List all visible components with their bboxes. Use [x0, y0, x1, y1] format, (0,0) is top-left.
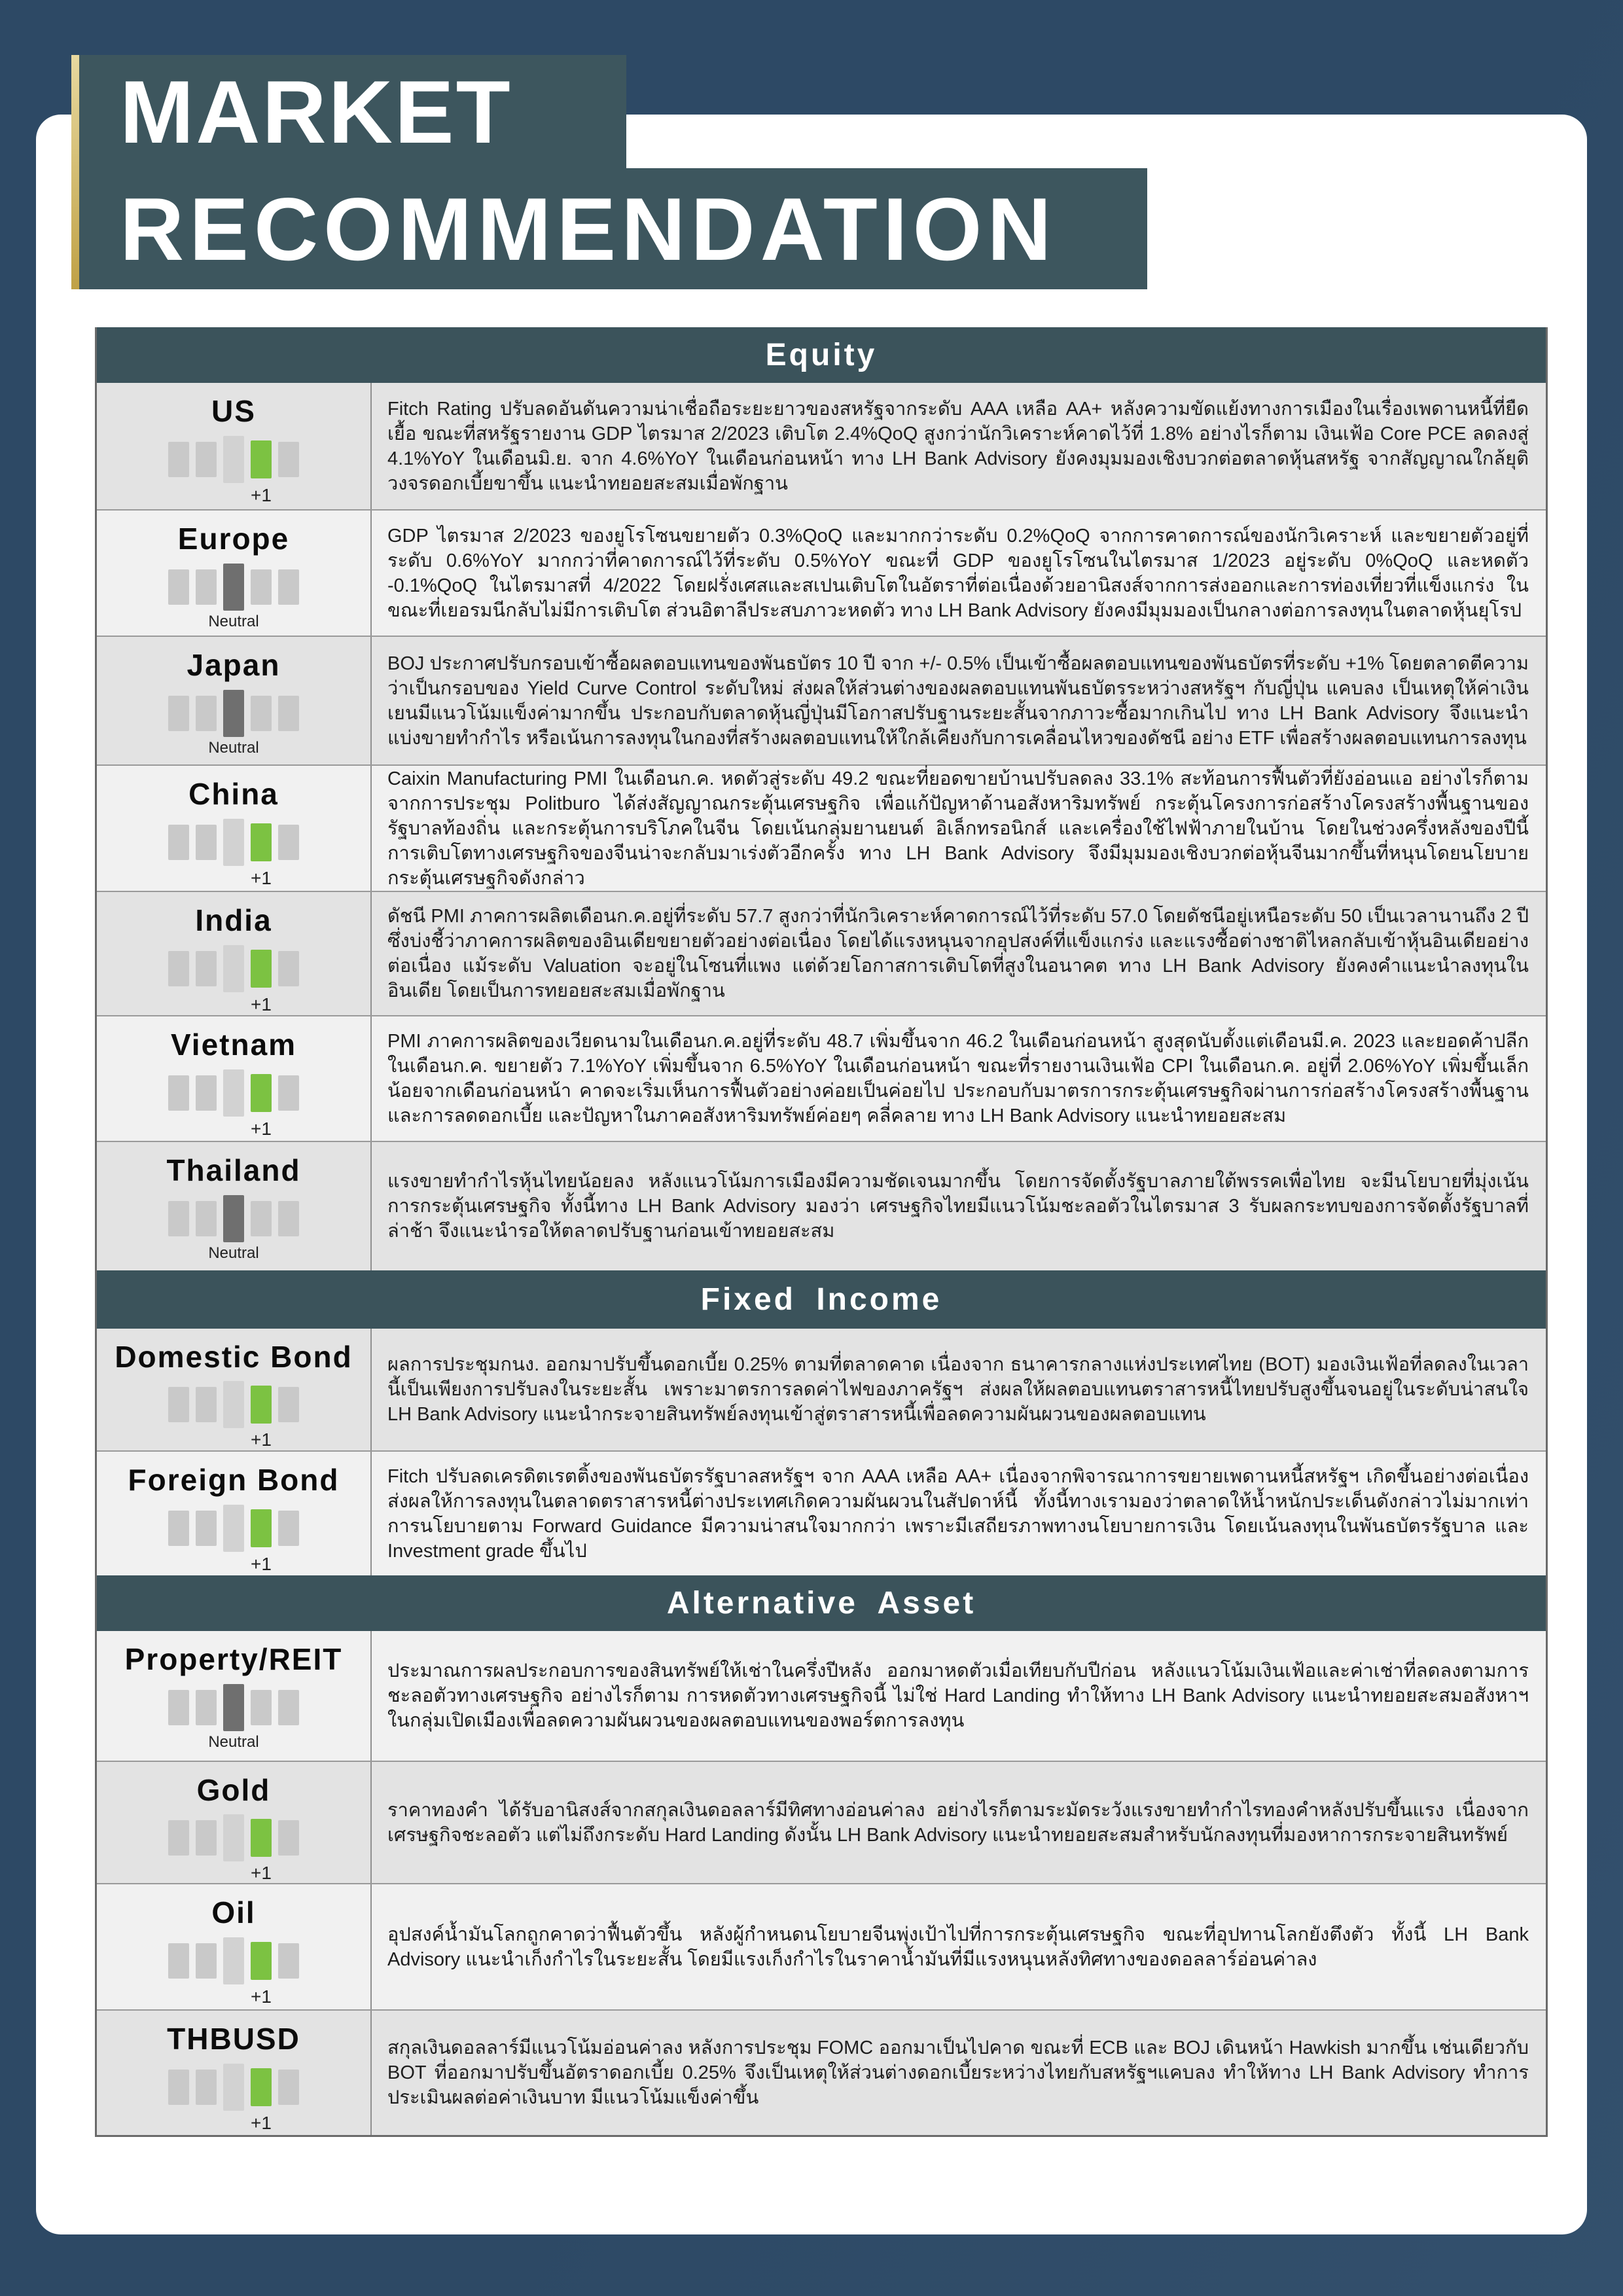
asset-row-europe [97, 509, 1546, 636]
asset-description: แรงขายทำกำไรหุ้นไทยน้อยลง หลังแนวโน้มการเมืองมีความชัดเจนมากขึ้น โดยการจัดตั้งรัฐบาลภายใต้พรรคเพื่อไทย จะมีนโยบายที่มุ่งเน้นการกระตุ้นเศรษฐกิจ ทั้งนี้ทาง LH Bank Advisory มองว่า เศรษฐกิจไทยมีแนวโน้มชะลอตัวในไตรมาส 3 รับผลกระทบของการจัดตั้งรัฐบาลที่ล่าช้า จึงแนะนำรอให้ตลาดปรับฐานก่อนเข้าทยอยสะสม [387, 1171, 1529, 1242]
rating-bar [196, 1511, 217, 1546]
rating-caption: Neutral [208, 1244, 259, 1262]
rating-caption: Neutral [208, 613, 259, 630]
asset-row-thbusd [97, 2009, 1546, 2135]
asset-description-cell [372, 1016, 1546, 1141]
recommendation-table [95, 327, 1548, 2137]
asset-name: Gold [196, 1773, 271, 1807]
asset-cell [97, 892, 372, 1015]
rating-bar [168, 825, 189, 860]
rating-bar [168, 2070, 189, 2105]
rating-bar [278, 696, 299, 731]
asset-cell [97, 1631, 372, 1761]
asset-description: ราคาทองคำ ได้รับอานิสงส์จากสกุลเงินดอลลาร์มีทิศทางอ่อนค่าลง อย่างไรก็ตามระมัดระวังแรงขายทำกำไรทองคำหลังปรับขึ้นแรง เนื่องจากเศรษฐกิจชะลอตัว แต่ไม่ถึงกระดับ Hard Landing ดังนั้น LH Bank Advisory แนะนำทยอยสะสมสำหรับนักลงทุนที่มองหาการกระจายสินทรัพย์ [387, 1799, 1529, 1846]
asset-description: ผลการประชุมกนง. ออกมาปรับขึ้นดอกเบี้ย 0.25% ตามที่ตลาดคาด เนื่องจาก ธนาคารกลางแห่งประเทศไทย (BOT) มองเงินเฟ้อที่ลดลงในเวลานี้เป็นเพียงการปรับลงในระยะสั้น เพราะมาตรการลดค่าไฟของภาครัฐฯ ส่งผลให้ผลตอบแทนตราสารหนี้ไทยปรับสูงขึ้นจนอยู่ในระดับน่าสนใจ LH Bank Advisory แนะนำกระจายสินทรัพย์ลงทุนเข้าสู่ตราสารหนี้เพื่อลดความผันผวนของผลตอบแทน [387, 1354, 1529, 1425]
rating-bar-center [223, 1814, 244, 1861]
section-header-alternative-asset [97, 1575, 1546, 1631]
asset-description: Fitch ปรับลดเครดิตเรตติ้งของพันธบัตรรัฐบาลสหรัฐฯ จาก AAA เหลือ AA+ เนื่องจากพิจารณาการขยายเพดานหนี้สหรัฐฯ เกิดขึ้นอย่างต่อเนื่อง ส่งผลให้การลงทุนในตลาดตราสารหนี้ต่างประเทศเกิดความผันผวนในสัปดาห์นี้ ทั้งนี้ทางเรามองว่าตลาดให้น้ำหนักประเด็นดังกล่าวไม่มากเท่าการนโยบายตาม Forward Guidance มีความน่าสนใจมากกว่า เพราะมีเสถียรภาพทางนโยบายการเงิน โดยเน้นลงทุนในพันธบัตรรัฐบาล และ Investment grade ขึ้นไป [387, 1465, 1529, 1562]
asset-name: Domestic Bond [115, 1340, 353, 1374]
rating-bar [196, 1201, 217, 1236]
rating-indicator [168, 1381, 299, 1428]
asset-name: Property/REIT [124, 1642, 343, 1676]
rating-indicator [168, 1069, 299, 1117]
rating-bar [278, 1201, 299, 1236]
rating-bar [168, 1943, 189, 1979]
asset-cell [97, 1884, 372, 2009]
rating-indicator [168, 1937, 299, 1985]
rating-caption: +1 [251, 994, 272, 1014]
rating-bar [168, 951, 189, 986]
asset-description-cell [372, 1452, 1546, 1575]
asset-cell [97, 1762, 372, 1883]
rating-bar [168, 1387, 189, 1422]
asset-cell [97, 511, 372, 636]
rating-caption: +1 [251, 1986, 272, 2007]
rating-bar [196, 569, 217, 605]
rating-indicator [168, 1814, 299, 1861]
asset-row-thailand [97, 1141, 1546, 1270]
rating-bar-center [223, 1684, 244, 1731]
rating-bar [278, 1820, 299, 1856]
asset-description: อุปสงค์น้ำมันโลกถูกคาดว่าฟื้นตัวขึ้น หลังผู้กำหนดนโยบายจีนพุ่งเป้าไปที่การกระตุ้นเศรษฐกิจ ขณะที่อุปทานโลกยังตึงตัว ทั้งนี้ LH Bank Advisory แนะนำเก็งกำไรในระยะสั้น โดยมีแรงเก็งกำไรในราคาน้ำมันที่มีแรงหนุนหลังทิศทางของดอลลาร์อ่อนค่าลง [387, 1924, 1529, 1970]
section-title: Alternative Asset [666, 1586, 976, 1621]
asset-description-cell [372, 1631, 1546, 1761]
asset-name: US [211, 394, 256, 428]
rating-caption: Neutral [208, 1733, 259, 1751]
rating-bar [168, 696, 189, 731]
rating-indicator [168, 1683, 299, 1732]
asset-description: BOJ ประกาศปรับกรอบเข้าซื้อผลตอบแทนของพันธบัตร 10 ปี จาก +/- 0.5% เป็นเข้าซื้อผลตอบแทนของพันธบัตรที่ระดับ +1% โดยตลาดตีความว่าเป็นกรอบของ Yield Curve Control ระดับใหม่ ส่งผลให้ส่วนต่างของผลตอบแทนพันธบัตรระหว่างสหรัฐฯ กับญี่ปุ่น แคบลง เป็นเหตุให้ค่าเงินเยนมีแนวโน้มแข็งค่ามากขึ้น ประกอบกับตลาดหุ้นญี่ปุ่นมีโอกาสปรับฐานระยะสั้นจากภาวะซื้อมากเกินไป ทาง LH Bank Advisory จึงแนะนำแบ่งขายทำกำไร หรือเน้นการลงทุนในกองที่สร้างผลตอบแทนให้ใกล้เคียงกับการเคลื่อนไหวของดัชนี อย่าง ETF เพื่อสร้างผลตอบแทนการลงทุน [387, 653, 1529, 749]
asset-row-gold [97, 1761, 1546, 1883]
rating-bar [168, 1075, 189, 1111]
rating-bar [168, 569, 189, 605]
asset-description-cell [372, 1762, 1546, 1883]
page-title-line1: MARKET [120, 62, 512, 162]
rating-bar [278, 442, 299, 477]
asset-description-cell [372, 2011, 1546, 2135]
rating-bar [251, 1690, 272, 1725]
asset-row-japan [97, 636, 1546, 764]
rating-indicator [168, 2063, 299, 2111]
rating-bar [251, 2068, 272, 2106]
asset-description: ประมาณการผลประกอบการของสินทรัพย์ให้เช่าในครึ่งปีหลัง ออกมาหดตัวเมื่อเทียบกับปีก่อน หลังแนวโน้มเงินเฟ้อและค่าเช่าที่ลดลงตามการชะลอตัวทางเศรษฐกิจ อย่างไรก็ตาม การหดตัวทางเศรษฐกิจนี้ ไม่ใช่ Hard Landing ทำให้ทาง LH Bank Advisory แนะนำทยอยสะสมอสังหาฯ ในกลุ่มเปิดเมืองเพื่อลดความผันผวนของผลตอบแทนของพอร์ตการลงทุน [387, 1660, 1529, 1731]
page-title-box-2 [79, 168, 1147, 289]
rating-bar-center [223, 690, 244, 737]
rating-bar-center [223, 2064, 244, 2111]
rating-indicator [168, 818, 299, 867]
rating-bar [278, 1387, 299, 1422]
rating-bar [251, 1201, 272, 1236]
asset-description-cell [372, 1884, 1546, 2009]
asset-name: Europe [177, 522, 290, 556]
rating-bar [196, 2070, 217, 2105]
asset-description: ดัชนี PMI ภาคการผลิตเดือนก.ค.อยู่ที่ระดับ 57.7 สูงกว่าที่นักวิเคราะห์คาดการณ์ไว้ที่ระดับ 57.0 โดยดัชนีอยู่เหนือระดับ 50 เป็นเวลานานถึง 2 ปี ซึ่งบ่งชี้ว่าภาคการผลิตของอินเดียขยายตัวอย่างต่อเนื่อง โดยได้แรงหนุนจากอุปสงค์ที่แข็งแกร่ง และแรงซื้อต่างชาติไหลกลับเข้าหุ้นอินเดียอย่างต่อเนื่อง แม้ระดับ Valuation จะอยู่ในโซนที่แพง แต่ด้วยโอกาสการเติบโตที่สูงในอนาคต ทาง LH Bank Advisory ยังคงคำแนะนำลงทุนในอินเดีย โดยเป็นการทยอยสะสมเมื่อพักฐาน [387, 906, 1529, 1001]
rating-bar [251, 440, 272, 478]
asset-cell [97, 637, 372, 764]
rating-bar [251, 696, 272, 731]
asset-description: Caixin Manufacturing PMI ในเดือนก.ค. หดตัวสู่ระดับ 49.2 ขณะที่ยอดขายบ้านปรับลดลง 33.1% สะท้อนการฟื้นตัวที่ยังอ่อนแอ อย่างไรก็ตาม จากการประชุม Politburo ได้ส่งสัญญาณกระตุ้นเศรษฐกิจ เพื่อแก้ปัญหาด้านอสังหาริมทรัพย์ กระตุ้นโครงการก่อสร้างโครงสร้างพื้นฐานของรัฐบาลท้องถิ่น และกระตุ้นการบริโภคในจีน โดยเน้นกลุ่มยานยนต์ อิเล็กทรอนิกส์ และเครื่องใช้ไฟฟ้าภายในบ้าน โดยในช่วงครึ่งหลังของปีนี้การเติบโตทางเศรษฐกิจของจีนน่าจะกลับมาเร่งตัวอีกครั้ง ทาง LH Bank Advisory จึงมีมุมมองเชิงบวกต่อหุ้นจีนมากขึ้นที่หนุนโดยนโยบายกระตุ้นเศรษฐกิจดังกล่าว [387, 768, 1529, 889]
asset-description: PMI ภาคการผลิตของเวียดนามในเดือนก.ค.อยู่ที่ระดับ 48.7 เพิ่มขึ้นจาก 46.2 ในเดือนก่อนหน้า สูงสุดนับตั้งแต่เดือนมี.ค. 2023 และยอดค้าปลีกในเดือนก.ค. ขยายตัว 7.1%YoY เพิ่มขึ้นจาก 6.5%YoY ในเดือนก่อนหน้า ขณะที่รายงานเงินเฟ้อ CPI ในเดือนก.ค. อยู่ที่ 2.06%YoY เพิ่มขึ้นเล็กน้อยจากเดือนก่อนหน้า คาดจะเริ่มเห็นการฟื้นตัวอย่างค่อยเป็นค่อยไป ประกอบกับมาตรการกระตุ้นเศรษฐกิจผ่านการก่อสร้างโครงสร้างพื้นฐานและการลดดอกเบี้ย และปัญหาในภาคอสังหาริมทรัพย์ค่อยๆ คลี่คลาย ทาง LH Bank Advisory แนะนำทยอยสะสม [387, 1031, 1529, 1126]
rating-bar [278, 1943, 299, 1979]
rating-bar-center [223, 945, 244, 992]
rating-caption: +1 [251, 485, 272, 505]
rating-bar [278, 1075, 299, 1111]
rating-bar [168, 1511, 189, 1546]
asset-cell [97, 2011, 372, 2135]
asset-row-vietnam [97, 1015, 1546, 1141]
rating-bar [278, 2070, 299, 2105]
rating-bar [196, 1690, 217, 1725]
rating-indicator [168, 563, 299, 611]
asset-cell [97, 383, 372, 509]
rating-bar [196, 825, 217, 860]
rating-bar-center [223, 1505, 244, 1552]
rating-bar [168, 442, 189, 477]
asset-name: Vietnam [170, 1028, 297, 1062]
page-title-line2: RECOMMENDATION [120, 179, 1057, 279]
rating-bar-center [223, 1937, 244, 1984]
rating-bar [196, 442, 217, 477]
rating-bar [196, 1943, 217, 1979]
asset-description: สกุลเงินดอลลาร์มีแนวโน้มอ่อนค่าลง หลังการประชุม FOMC ออกมาเป็นไปคาด ขณะที่ ECB และ BOJ เดินหน้า Hawkish มากขึ้น เช่นเดียวกับ BOT ที่ออกมาปรับขึ้นอัตราดอกเบี้ย 0.25% จึงเป็นเหตุให้ส่วนต่างดอกเบี้ยระหว่างไทยกับสหรัฐฯแคบลง ทำให้ทาง LH Bank Advisory ทำการประเมินผลต่อค่าเงินบาท มีแนวโน้มแข็งค่าขึ้น [387, 2037, 1529, 2108]
asset-cell [97, 1016, 372, 1141]
rating-bar-center [223, 1381, 244, 1428]
asset-description-cell [372, 1142, 1546, 1270]
asset-row-china [97, 764, 1546, 891]
rating-bar [196, 696, 217, 731]
rating-bar [251, 1386, 272, 1424]
rating-caption: +1 [251, 1554, 272, 1574]
rating-indicator [168, 1194, 299, 1243]
rating-caption: +1 [251, 1863, 272, 1883]
rating-bar [251, 950, 272, 988]
section-header-equity [97, 327, 1546, 383]
asset-row-foreign-bond [97, 1450, 1546, 1575]
rating-bar [251, 1819, 272, 1857]
rating-bar [251, 569, 272, 605]
rating-bar-center [223, 1069, 244, 1117]
asset-row-oil [97, 1883, 1546, 2009]
rating-bar-center [223, 1195, 244, 1242]
rating-bar [251, 1074, 272, 1112]
asset-description-cell [372, 383, 1546, 509]
asset-cell [97, 1452, 372, 1575]
section-title: Equity [765, 338, 878, 372]
rating-bar [168, 1820, 189, 1856]
asset-row-domestic-bond [97, 1329, 1546, 1450]
rating-indicator [168, 944, 299, 993]
rating-bar [251, 823, 272, 861]
rating-bar [251, 1942, 272, 1980]
asset-row-us [97, 383, 1546, 509]
gold-accent-bar [71, 55, 79, 289]
asset-row-property-reit [97, 1631, 1546, 1761]
asset-name: China [188, 777, 279, 811]
rating-indicator [168, 689, 299, 738]
asset-name: Oil [211, 1895, 256, 1929]
asset-name: Thailand [166, 1153, 301, 1187]
asset-name: Japan [187, 648, 281, 682]
asset-cell [97, 1142, 372, 1270]
rating-caption: +1 [251, 868, 272, 888]
rating-bar-center [223, 819, 244, 866]
rating-caption: +1 [251, 2113, 272, 2133]
rating-bar [196, 951, 217, 986]
asset-name: THBUSD [167, 2022, 300, 2056]
asset-description-cell [372, 892, 1546, 1015]
rating-bar [168, 1690, 189, 1725]
rating-bar [278, 1511, 299, 1546]
rating-bar [196, 1387, 217, 1422]
rating-bar [196, 1075, 217, 1111]
rating-caption: +1 [251, 1429, 272, 1450]
rating-bar [278, 569, 299, 605]
rating-caption: +1 [251, 1119, 272, 1139]
rating-bar [278, 951, 299, 986]
rating-bar-center [223, 436, 244, 483]
asset-row-india [97, 891, 1546, 1015]
asset-description-cell [372, 637, 1546, 764]
section-header-fixed-income [97, 1270, 1546, 1329]
asset-cell [97, 766, 372, 891]
asset-description: Fitch Rating ปรับลดอันดันความน่าเชื่อถือระยะยาวของสหรัฐจากระดับ AAA เหลือ AA+ หลังความขัดแย้งทางการเมืองในเรื่องเพดานหนี้ที่ยืดเยื้อ ขณะที่สหรัฐรายงาน GDP ไตรมาส 2/2023 เติบโต 2.4%QoQ สูงกว่านักวิเคราะห์คาดไว้ที่ 1.8% อย่างไรก็ตาม เงินเฟ้อ Core PCE ลดลงสู่ 4.1%YoY ในเดือนมิ.ย. จาก 4.6%YoY ในเดือนก่อนหน้า ทาง LH Bank Advisory ยังคงมุมมองเชิงบวกต่อตลาดหุ้นสหรัฐ จากสัญญาณใกล้ยุติวงจรดอกเบี้ยขาขึ้น แนะนำทยอยสะสมเมื่อพักฐาน [387, 398, 1529, 494]
asset-description-cell [372, 511, 1546, 636]
rating-bar [278, 825, 299, 860]
rating-bar [196, 1820, 217, 1856]
rating-indicator [168, 1504, 299, 1552]
page-title-box-1 [79, 55, 626, 168]
rating-bar-center [223, 564, 244, 611]
asset-description: GDP ไตรมาส 2/2023 ของยูโรโซนขยายตัว 0.3%QoQ และมากกว่าระดับ 0.2%QoQ จากการคาดการณ์ของนักวิเคราะห์ และขยายตัวอยู่ที่ระดับ 0.6%YoY มากกว่าที่คาดการณ์ไว้ที่ระดับ 0.5%YoY ขณะที่ GDP ของยูโรโซนในไตรมาส 1/2023 อยู่ระดับ 0%QoQ และหดตัว -0.1%QoQ ในไตรมาสที่ 4/2022 โดยฝรั่งเศสและสเปนเติบโตในอัตราที่ต่อเนื่องด้วยอานิสงส์จากการส่งออกและการท่องเที่ยวที่แข็งแกร่ง ในขณะที่เยอรมนีกลับไม่มีการเติบโต ส่วนอิตาลีประสบภาวะหดตัว ทาง LH Bank Advisory ยังคงมีมุมมองเป็นกลางต่อการลงทุนในตลาดหุ้นยุโรป [387, 525, 1529, 621]
rating-bar [278, 1690, 299, 1725]
rating-caption: Neutral [208, 739, 259, 757]
asset-cell [97, 1329, 372, 1450]
rating-bar [251, 1509, 272, 1547]
section-title: Fixed Income [700, 1282, 942, 1317]
asset-name: India [195, 903, 272, 937]
asset-description-cell [372, 766, 1546, 891]
rating-bar [168, 1201, 189, 1236]
asset-description-cell [372, 1329, 1546, 1450]
asset-name: Foreign Bond [128, 1463, 340, 1497]
rating-indicator [168, 435, 299, 484]
